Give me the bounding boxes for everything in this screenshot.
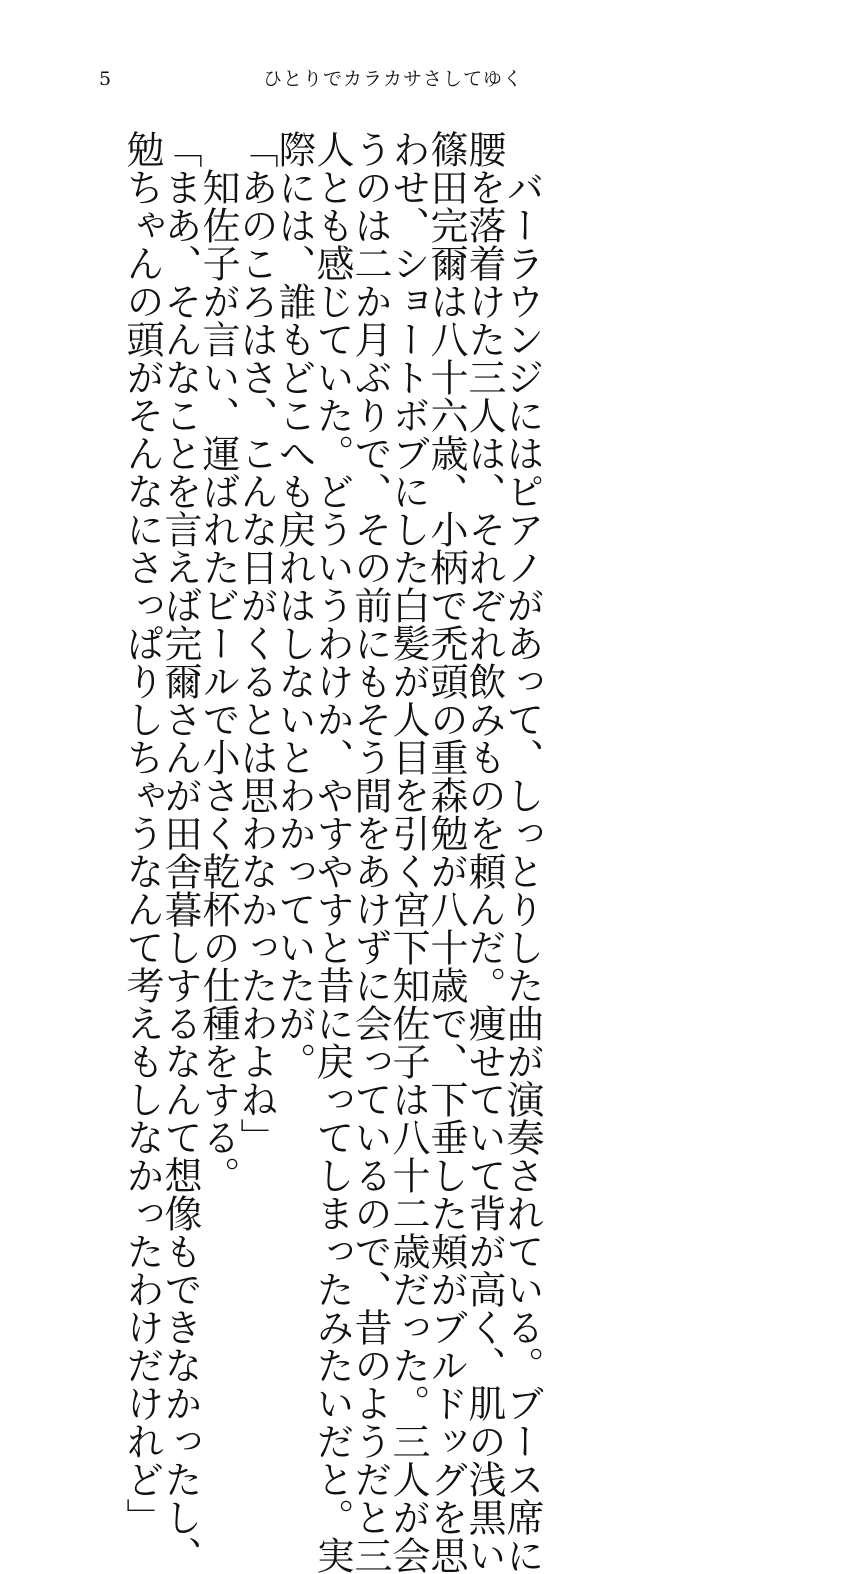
text-column: うのは二か月ぶりで、その前にもそう間をあけずに会っているので、昔のようだと三 <box>348 130 392 1574</box>
page-number: 5 <box>99 68 112 90</box>
text-column: バーラウンジにはピアノがあって、しっとりした曲が演奏されている。ブース席に <box>500 130 544 1574</box>
text-column: わせ、ショートボブにした白髪が人目を引く宮下知佐子は八十二歳だった。三人が会 <box>386 130 430 1574</box>
text-column: 「あのころはさ、こんな日がくるとは思わなかったわよね」 <box>234 130 278 1156</box>
text-column: 勉ちゃんの頭がそんなにさっぱりしちゃうなんて考えもしなかったわけだけれど」 <box>120 130 164 1536</box>
running-title: ひとりでカラカサさしてゆく <box>262 68 523 90</box>
text-column: 際には、誰もどこへも戻れはしないとわかっていたが。 <box>272 130 316 1080</box>
text-column: 腰を落着けた三人は、それぞれ飲みものを頼んだ。痩せていて背が高く、肌の浅黒い <box>462 130 506 1574</box>
text-column: 人とも感じていた。どういうわけか、やすやすと昔に戻ってしまったみたいだと。実 <box>310 130 354 1574</box>
text-column: 知佐子が言い、運ばれたビールで小さく乾杯の仕種をする。 <box>196 130 240 1194</box>
vertical-body-text <box>120 130 544 1574</box>
text-column: 篠田完爾は八十六歳、小柄で禿頭の重森勉が八十歳で、下垂した頬がブルドッグを思 <box>424 130 468 1574</box>
text-column: 「まあ、そんなことを言えば完爾さんが田舎暮しするなんて想像もできなかったし、 <box>158 130 202 1574</box>
